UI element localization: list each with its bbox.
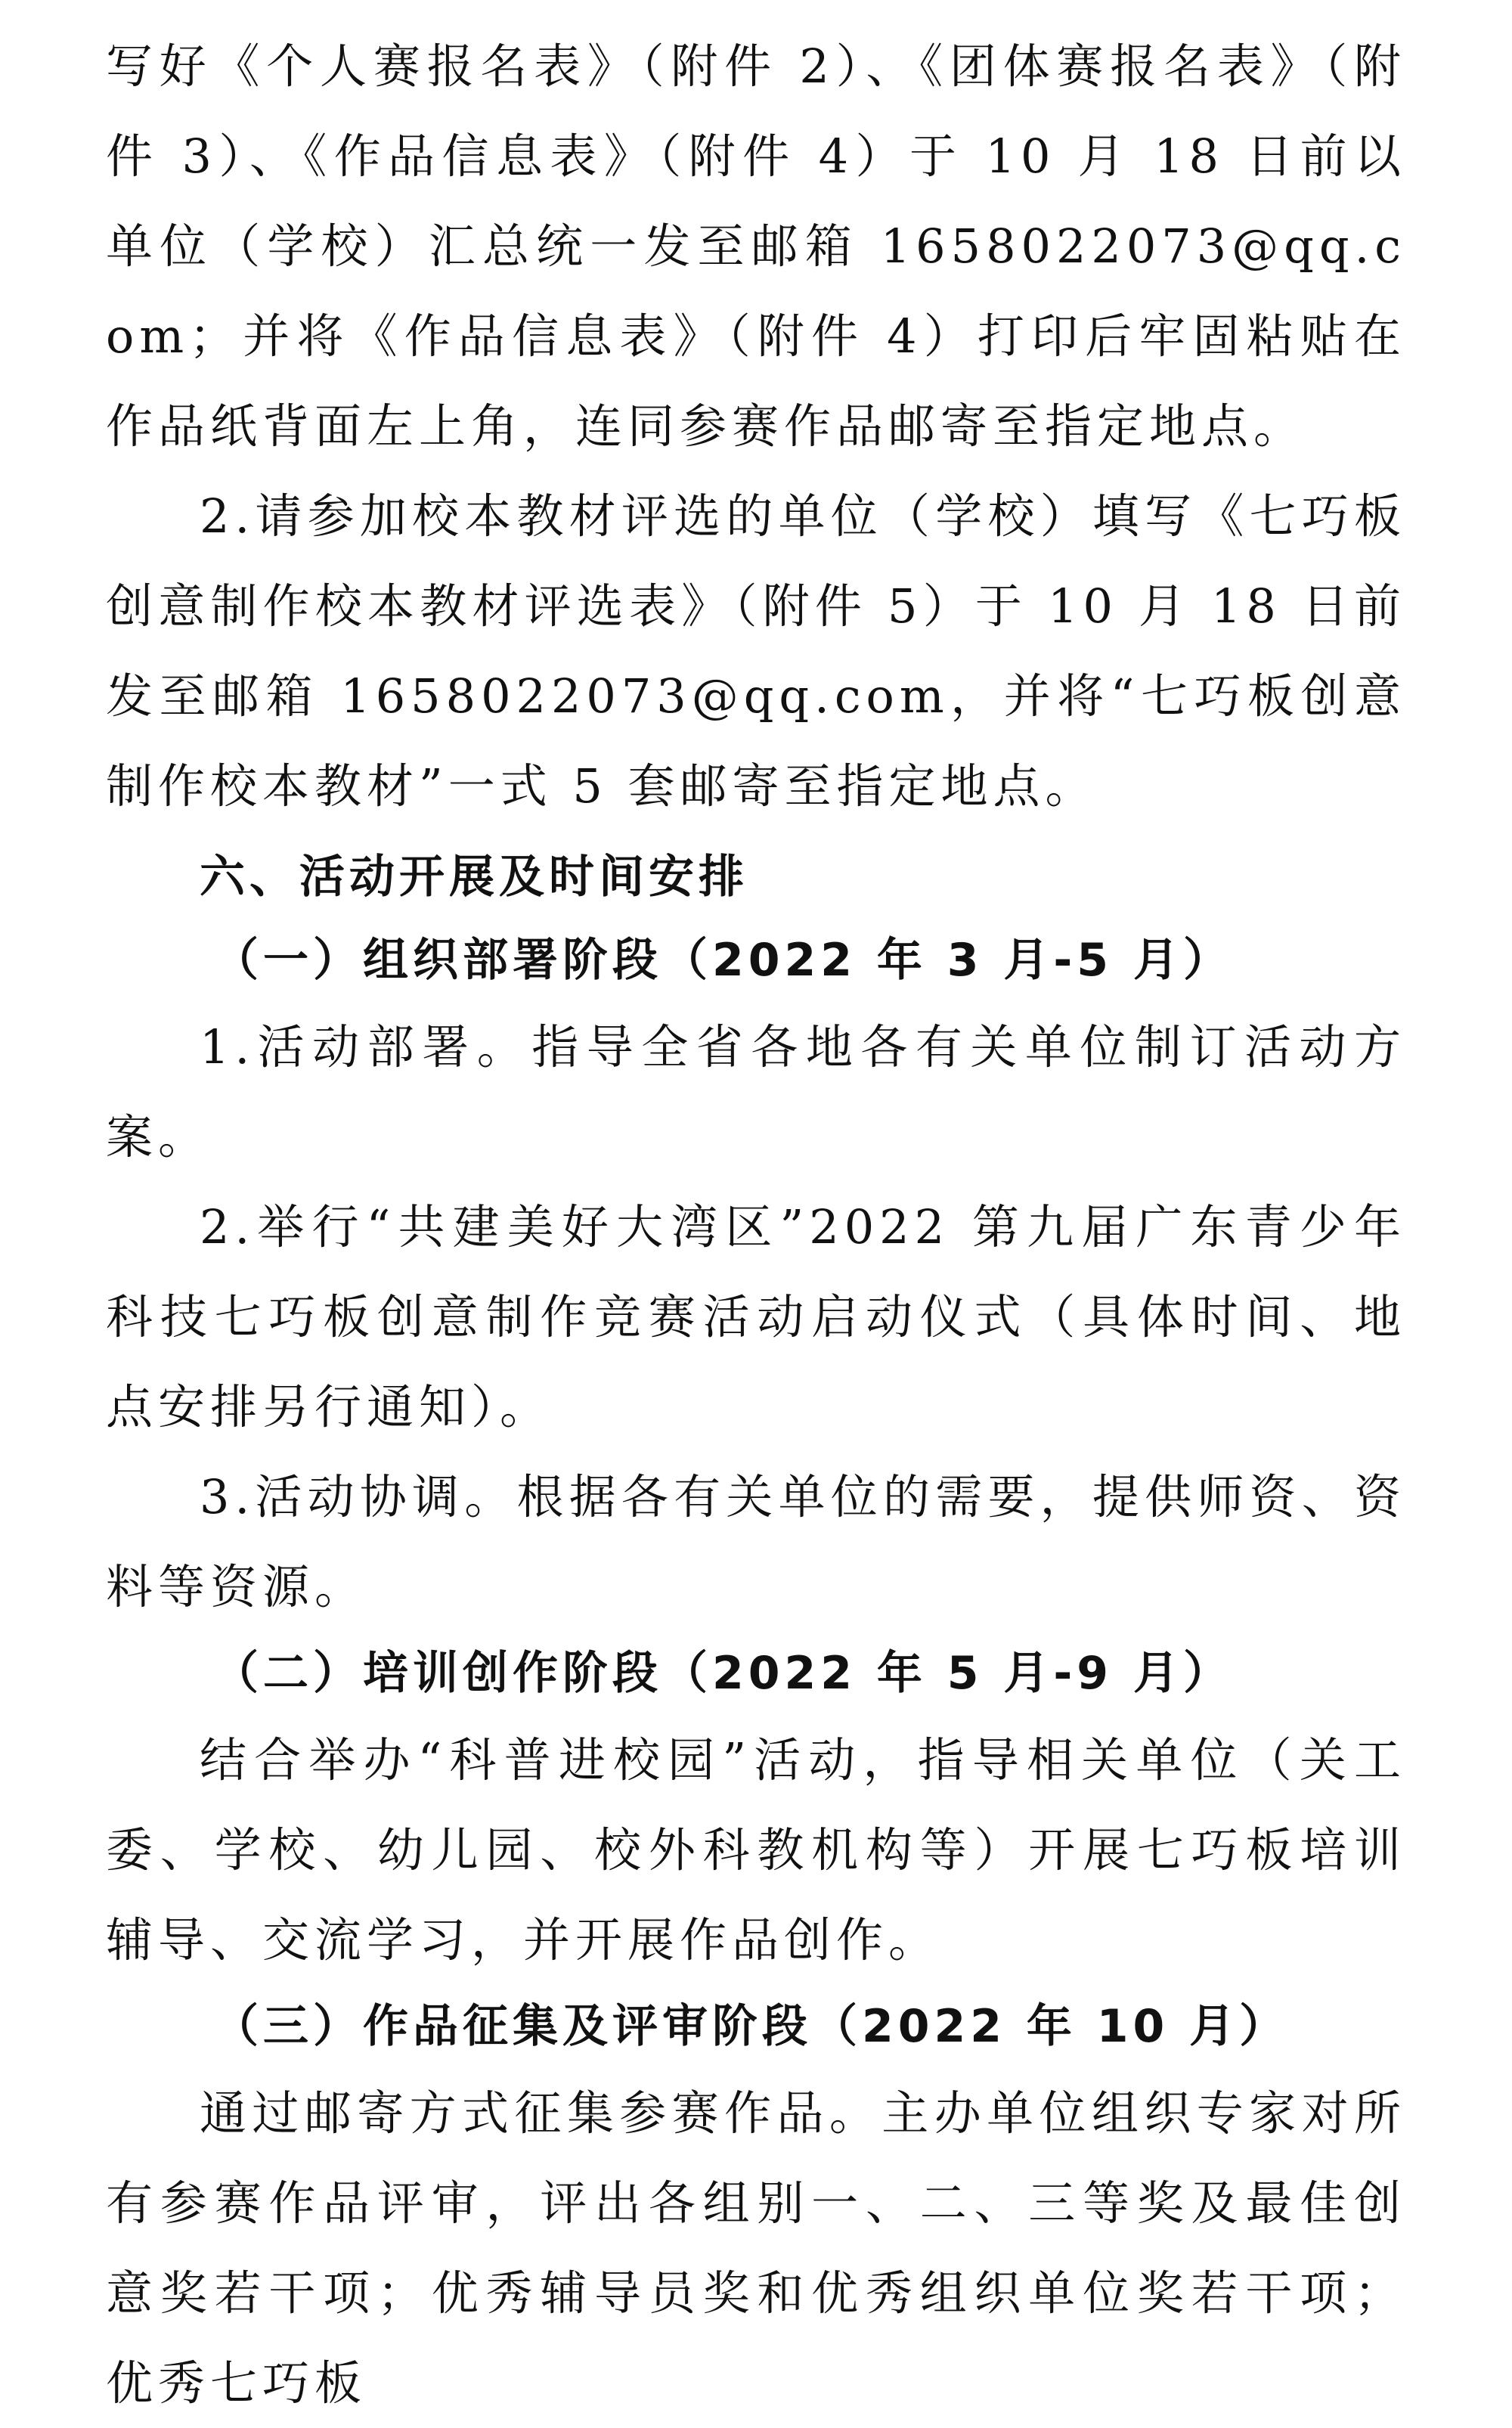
paragraph-collection-review: 通过邮寄方式征集参赛作品。主办单位组织专家对所有参赛作品评审，评出各组别一、二、三等奖及最佳创意奖若干项；优秀辅导员奖和优秀组织单位奖若干项；优秀七巧板 bbox=[106, 2085, 1406, 2411]
subheading-training-stage: （二）培训创作阶段（2022 年 5 月-9 月） bbox=[213, 1647, 1233, 1700]
paragraph-textbook-selection: 2.请参加校本教材评选的单位（学校）填写《七巧板创意制作校本教材评选表》（附件 5）于 10 月 18 日前发至邮箱 1658022073@qq.com，并将“七巧板创意制作校本教材”一式 5 套邮寄至指定地点。 bbox=[106, 488, 1406, 814]
paragraph-launch-ceremony: 2.举行“共建美好大湾区”2022 第九届广东青少年科技七巧板创意制作竞赛活动启动仪式（具体时间、地点安排另行通知）。 bbox=[106, 1199, 1406, 1434]
paragraph-activity-coordination: 3.活动协调。根据各有关单位的需要，提供师资、资料等资源。 bbox=[106, 1469, 1406, 1614]
paragraph-training: 结合举办“科普进校园”活动，指导相关单位（关工委、学校、幼儿园、校外科教机构等）开展七巧板培训辅导、交流学习，并开展作品创作。 bbox=[106, 1732, 1406, 1968]
section-heading-schedule: 六、活动开展及时间安排 bbox=[200, 851, 748, 904]
document-page bbox=[106, 0, 1406, 2411]
paragraph-submission-forms: 写好《个人赛报名表》（附件 2）、《团体赛报名表》（附件 3）、《作品信息表》（附件 4）于 10 月 18 日前以单位（学校）汇总统一发至邮箱 1658022073@qq.com；并将《作品信息表》（附件 4）打印后牢固粘贴在作品纸背面左上角，连同参赛作品邮寄至指定地点。 bbox=[106, 39, 1406, 454]
paragraph-activity-deployment: 1.活动部署。指导全省各地各有关单位制订活动方案。 bbox=[106, 1019, 1406, 1164]
subheading-deployment-stage: （一）组织部署阶段（2022 年 3 月-5 月） bbox=[213, 934, 1233, 987]
subheading-collection-review-stage: （三）作品征集及评审阶段（2022 年 10 月） bbox=[213, 2000, 1290, 2053]
